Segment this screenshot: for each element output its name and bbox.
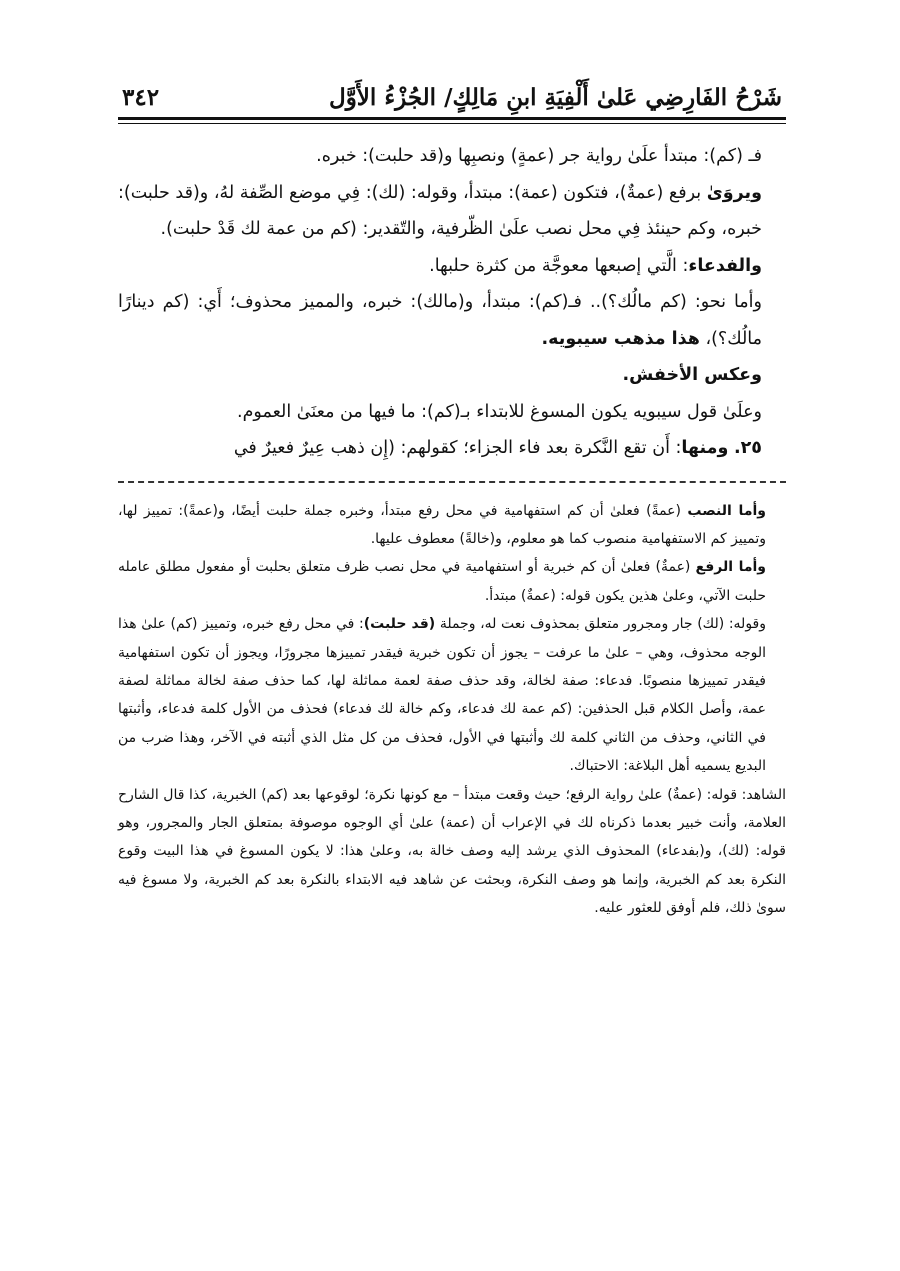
footnote-2-lead: وأما الرفع bbox=[695, 559, 766, 576]
paragraph-4-text: وأما نحو: (كم مالُك؟).. فـ(كم): مبتدأ، و(مالك): خبره، والمميز محذوف؛ أَي: (كم دينارًا مالُك؟)، bbox=[118, 292, 762, 349]
paragraph-7-lead: ومنها bbox=[681, 438, 729, 458]
footnote-1-text: (عمةً) فعلىٰ أن كم استفهامية في محل رفع مبتدأ، وخبره جملة حلبت أيضًا، و(عمةً): تمييز لها، وتمييز كم الاستفهامية منصوب كما هو معلوم، و(خالةً) معطوف عليها. bbox=[118, 502, 766, 547]
paragraph-7-text: : أَن تقع النَّكرة بعد فاء الجزاء؛ كقولهم: (إِن ذهب عِيرٌ فعيرٌ في bbox=[233, 438, 682, 458]
footnote-3-bold: (قد حلبت) bbox=[363, 616, 436, 633]
paragraph-4 bbox=[118, 284, 786, 357]
paragraph-3 bbox=[118, 248, 786, 285]
footnote-3-text-a: وقوله: (لك) جار ومجرور متعلق بمحذوف نعت له، وجملة bbox=[435, 616, 767, 633]
header-rule-thin bbox=[118, 123, 786, 124]
paragraph-3-lead: والفدعاء bbox=[688, 255, 762, 276]
item-number: ٢٥. bbox=[733, 438, 762, 458]
running-header bbox=[118, 55, 786, 115]
paragraph-5: وعكس الأخفش. bbox=[622, 365, 762, 385]
paragraph-2-text: برفع (عمةٌ)، فتكون (عمة): مبتدأ، وقوله: (لك): فِي موضع الصِّفة لهُ، و(قد حلبت): خبره، وكم حينئذ فِي محل نصب علَىٰ الظّرفية، والتّقدير: (كم من عمة لك قَدْ حلبت). bbox=[118, 182, 762, 239]
paragraph-3-text: : الَّتي إصبعها معوجَّة من كثرة حلبها. bbox=[429, 255, 689, 276]
footnote-2 bbox=[118, 553, 786, 610]
footnote-3-text-b: : في محل رفع خبره، وتمييز (كم) علىٰ هذا الوجه محذوف، وهي – علىٰ ما عرفت – يجوز أن تكون خبرية فيقدر تمييزها مجرورًا، ويجوز أن تكون استفهامية فيقدر تمييزها منصوبًا. فدعاء: صفة لخالة، وقد حذف صفة لعمة مماثلة لها، كما حذف صفة لخالة مماثلة لصفة عمة، وأصل الكلام قبل الحذفين: (كم عمة لك فدعاء، وكم خالة لك فدعاء) فحذف من الأول كلمة فدعاء، وأثبتها في الثاني، وحذف من الثاني كلمة لك وأثبتها في الأول، فحذف من كل مثل الذي أثبته في الآخر، وهذا ضرب من البديع يسميه أهل البلاغة: الاحتباك. bbox=[118, 616, 766, 775]
book-page bbox=[118, 55, 786, 923]
footnote-1 bbox=[118, 497, 786, 554]
footnote-3 bbox=[118, 610, 786, 780]
book-title: شَرْحُ الفَارِضِي عَلىٰ أَلْفِيَةِ ابنِ مَالِكٍ/ الجُزْءُ الأَوَّل bbox=[328, 84, 782, 111]
paragraph-4-bold: هذا مذهب سيبويه. bbox=[541, 328, 700, 349]
main-text bbox=[118, 138, 786, 467]
header-rule-thick bbox=[118, 117, 786, 120]
footnote-2-text: (عمةٌ) فعلىٰ أن كم خبرية أو استفهامية في محل نصب ظرف متعلق بحلبت أو مفعول مطلق عامله حلبت الآتي، وعلىٰ هذين يكون قوله: (عمةٌ) مبتدأ. bbox=[118, 559, 766, 604]
paragraph-1: فـ (كم): مبتدأ علَىٰ رواية جر (عمةٍ) ونصبِها و(قد حلبت): خبره. bbox=[316, 146, 762, 166]
page-number: ٣٤٢ bbox=[122, 84, 160, 111]
paragraph-2-lead: ويروَىٰ bbox=[706, 182, 762, 203]
footnotes bbox=[118, 497, 786, 923]
paragraph-7 bbox=[118, 430, 786, 467]
footnote-1-lead: وأما النصب bbox=[687, 502, 766, 519]
footnote-4: الشاهد: قوله: (عمةٌ) علىٰ رواية الرفع؛ حيث وقعت مبتدأ – مع كونها نكرة؛ لوقوعها بعد (كم) الخبرية، كذا قال الشارح العلامة، وأنت خبير بعدما ذكرناه لك في الإعراب أن (عمة) علىٰ أي الوجوه موصوفة بمتعلق الجار والمجرور، وهو قوله: (لك)، و(بفدعاء) المحذوف الذي يرشد إليه وصف خالة به، وعلىٰ هذا: لا يكون المسوغ في هذا البيت وقوع النكرة بعد كم الخبرية، وإنما هو وصف النكرة، وبحثت عن شاهد فيه الابتداء بالنكرة بعد كم الخبرية، ولا مسوغ فيه سوىٰ ذلك، فلم أوفق للعثور عليه. bbox=[118, 786, 786, 917]
footnote-separator bbox=[118, 481, 786, 483]
paragraph-2 bbox=[118, 175, 786, 248]
paragraph-6: وعلَىٰ قول سيبويه يكون المسوغ للابتداء بـ(كم): ما فيها من معنَىٰ العموم. bbox=[237, 401, 762, 422]
